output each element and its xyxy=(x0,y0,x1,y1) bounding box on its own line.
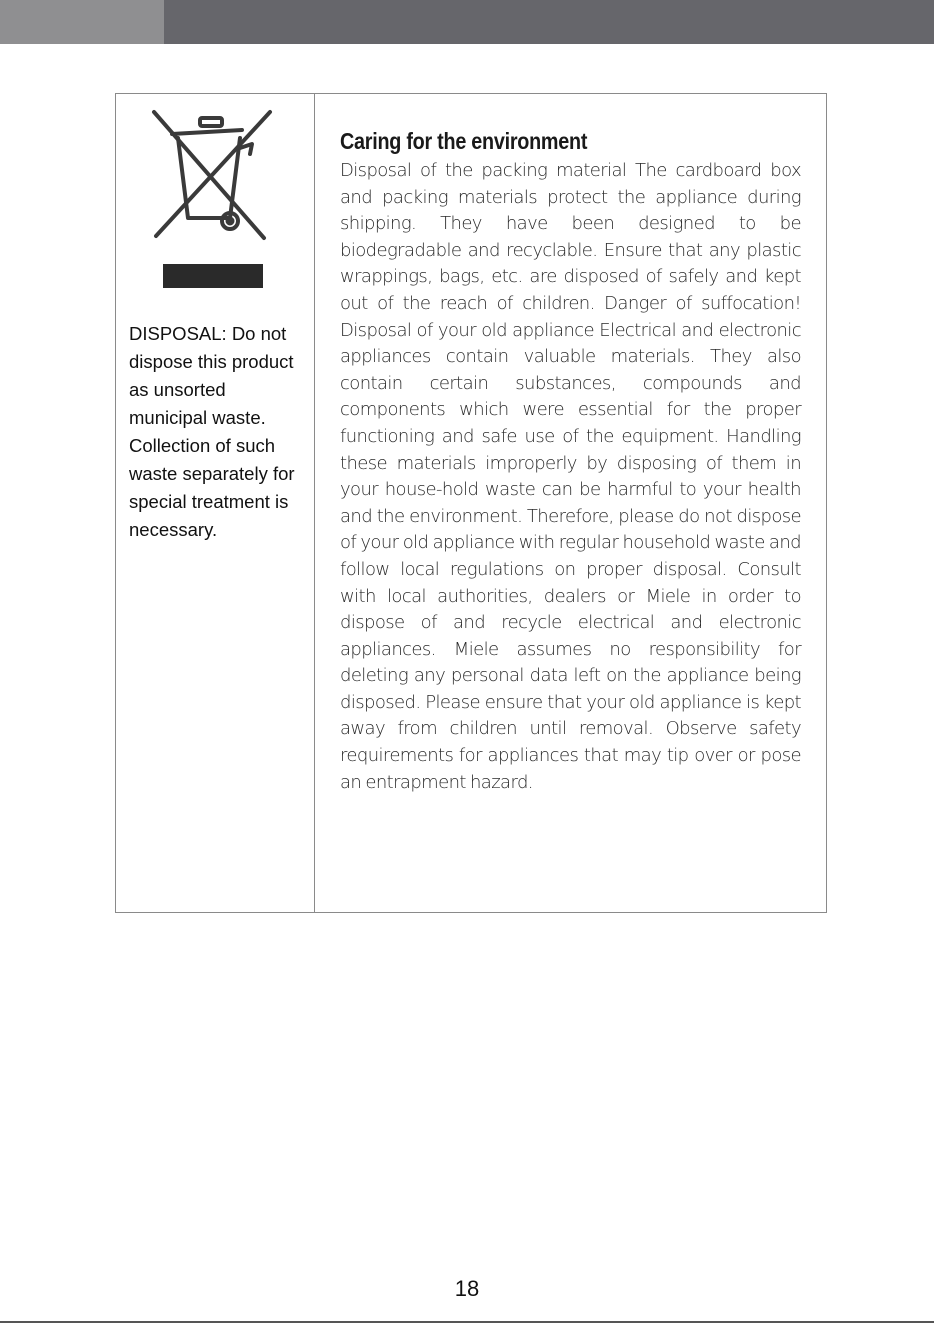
environment-text-column xyxy=(340,124,801,796)
disposal-note: DISPOSAL: Do not dispose this product as unsorted municipal waste. Collection of such waste separately for special treatment is necessary. xyxy=(129,323,295,540)
disposal-symbol-column xyxy=(116,94,314,912)
environment-info-table xyxy=(115,93,827,913)
page-header-bar xyxy=(0,0,934,44)
weee-solid-bar xyxy=(163,264,263,288)
column-divider xyxy=(314,94,315,912)
crossed-out-wheelie-bin-icon xyxy=(148,108,276,242)
section-body-text: Disposal of the packing material The cardboard box and packing materials protect the appliance during shipping. They have been designed to be biodegradable and recyclable. Ensure that any plastic wrappings, bags, etc. are disposed of safely and kept out of the reach of children. Danger of suffocation! Disposal of your old appliance Electrical and electronic appliances contain valuable materials. They also contain certain substances, compounds and components which were essential for the proper functioning and safe use of the equipment. Handling these materials improperly by disposing of them in your house-hold waste can be harmful to your health and the environment. Therefore, please do not dispose of your old appliance with regular household waste and follow local regulations on proper disposal. Consult with local authorities, dealers or Miele in order to dispose of and recycle electrical and electronic appliances. Miele assumes no responsibility for deleting any personal data left on the appliance being disposed. Please ensure that your old appliance is kept away from children until removal. Observe safety requirements for appliances that may tip over or pose an entrapment hazard. xyxy=(340,160,801,793)
section-title: Caring for the environment xyxy=(340,128,588,154)
header-bar-right-segment xyxy=(164,0,934,44)
header-bar-left-segment xyxy=(0,0,164,44)
page-number: 18 xyxy=(454,1276,480,1301)
